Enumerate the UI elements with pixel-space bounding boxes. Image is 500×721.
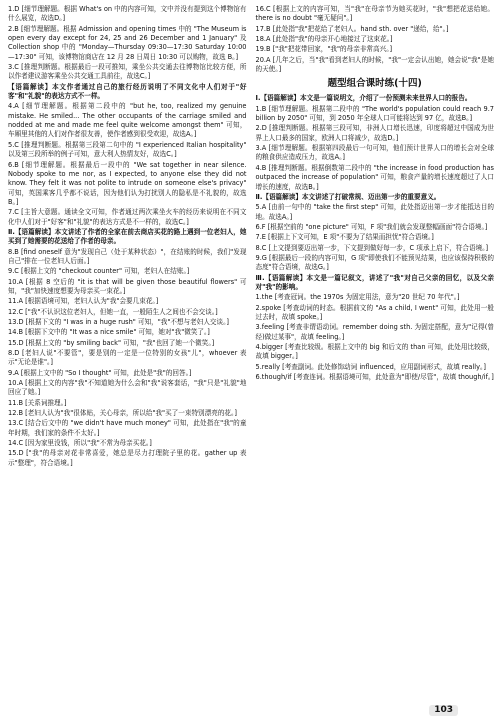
- left-paragraph: 10.A [根据 8 空后的 "it is that will be given those beautiful flowers" 可知，"我"加快速度想要为母亲买一束花。]: [8, 277, 247, 295]
- left-paragraph: 12.B [老妇人认为"我"很体贴，关心母亲，所以给"我"买了一束特别漂亮的花。]: [8, 409, 237, 418]
- left-paragraph: 5.C [推理判断题。根据第三段第二句中的 "I experienced Italian hospitality" 以及第三段所举的例子可知，意大利人热情友好，故选C。]: [8, 140, 247, 159]
- left-paragraph: 9.C [根据上文的 "checkout counter" 可知，老妇人在结账。]: [8, 267, 190, 276]
- right-section-heading: Ⅱ.【语篇解读】本文讲述了打破常规、迈出第一步的重要意义。: [255, 192, 441, 201]
- left-paragraph: 3.C [推理判断题。根据最后一段可推知，乘坐公共交通去往博物馆比较方便，所以作者建议游客乘坐公共交通工具前往，故选C。]: [8, 63, 247, 81]
- right-paragraph: 4.B [推理判断题。根据倒数第二段中的 "the increase in food production has outpaced the increase of population" 可知，粮食产量的增长速度超过了人口增长的速度，故选B。]: [255, 163, 494, 191]
- left-paragraph: 14.B [根据下文中的 "It was a nice smile" 可知，她对"我"微笑了。]: [8, 328, 210, 337]
- right-paragraph: 5.A [由前一句中的 "take the first step" 可知，此处指迈出第一步才能抵达目的地。故选A。]: [255, 203, 494, 221]
- left-paragraph: 1.D [细节理解题。根据 What's on 中的内容可知，文中并没有提到这个博物馆有什么展览，故选D。]: [8, 5, 247, 23]
- right-column: [256, 5, 495, 469]
- left-section-heading: 【语篇解读】本文作者通过自己的旅行经历说明了不同文化中人们对于"好客"和"礼貌"的表达方式不一样。: [8, 82, 247, 101]
- left-paragraph: 7.C [主旨大意题。通读全文可知，作者通过两次乘坐火车的经历来说明在不同文化中人们对于"好客"和"礼貌"的表达方式是不一样的，故选C。]: [8, 208, 247, 226]
- left-paragraph: 2.B [细节理解题。根据 Admission and opening times 中的 "The Museum is open every day except for 24, 25 and 26 December and 1 January" 及 Collection shop 中的 "Monday—Thursday 09:30—17:30 Saturday 10:00—17:30" 可知，该博物馆商店在 12 月 28 日周日 10:30 可以购物，故选 B。]: [8, 24, 247, 61]
- right-section-heading: Ⅰ.【语篇解读】本文是一篇说明文，介绍了一份预测未来世界人口的报告。: [255, 94, 472, 103]
- right-paragraph: 3.A [细节理解题。根据第四段最后一句可知，他们预计世界人口的增长会对全球的粮食供应造成压力，故选A。]: [255, 144, 494, 162]
- right-paragraph: 18.A [此处指"我"的母亲开心地接过了这束花。]: [255, 35, 393, 44]
- left-column: [8, 5, 247, 469]
- left-paragraph: 15.D ["我"的母亲对花非常喜爱，她总是尽力打理院子里的花。gather up 表示"整理"，符合语境。]: [8, 449, 247, 467]
- right-paragraph: 3.feeling [考查非谓语动词。remember doing sth. 为固定搭配，意为"记得(曾经)做过某事"，故填 feeling。]: [255, 323, 494, 341]
- left-paragraph: 10.A [根据上文的内容"我"不知道她为什么会和"我"说客套话，"我"只是"礼貌"地回应了她。]: [8, 379, 247, 397]
- left-paragraph: 13.D [根据下文的 "I was in a huge rush" 可知，"我"不想与老妇人交谈。]: [8, 318, 229, 326]
- left-paragraph: 13.C [结合后文中的 "we didn't have much money" 可知，此处指在"我"的童年时期，我们家的条件不太好。]: [8, 419, 247, 437]
- columns: [8, 5, 494, 469]
- left-section-heading: Ⅱ.【语篇解读】本文讲述了作者的全家在前去商店买花的路上遇到一位老妇人，她买到了她需要的花送给了作者的母亲。: [8, 227, 247, 246]
- left-paragraph: 8.D [老妇人说"不要管"，要是别的一定是一位特别的女孩"儿"，whoever 表示"无论是谁"。]: [8, 349, 247, 367]
- left-paragraph: 11.A [根据语境可知，老妇人认为"我"会要几束花。]: [8, 297, 159, 306]
- right-paragraph: 2.D [推理判断题。根据第三段可知，非洲人口增长迅速，印度将超过中国成为世界上人口最多的国家，欧洲人口将减少，故选D。]: [255, 124, 494, 142]
- left-paragraph: 8.B [find oneself 意为"发现自己（处于某种状态）"，在结账的时候，我们"发现自己"排在一位老妇人后面。]: [8, 247, 247, 265]
- left-paragraph: 9.A [根据上文中的 "So I thought" 可知，此处是"我"的回答。]: [8, 368, 192, 377]
- right-paragraph: 7.E [根据上下文可知，E 项"不要为了结果而担忧"符合语境。]: [255, 233, 434, 242]
- section-title: 题型组合课时练(十四): [327, 78, 422, 90]
- right-paragraph: 20.A [几年之后，当"我"看到老妇人的时候，"我"一定会认出她，她会说"我"是她的天使。]: [255, 55, 494, 74]
- right-paragraph: 2.spoke [考查动词的时态。根据前文的 "As a child, I went" 可知，此处用一般过去时，故填 spoke。]: [255, 303, 494, 321]
- right-paragraph: 19.B ["我"把花带回家，"我"的母亲非常高兴。]: [255, 45, 393, 54]
- page-number: 103: [429, 705, 458, 716]
- left-paragraph: 4.A [细节理解题。根据第二段中的 "but he, too, realized my genuine mistake. He smiled... The other occupants of the carriage smiled and nodded at me and made me feel quite welcome amongst them" 可知，车厢里其他的人们对作者很友善，使作者感到很受欢迎，故选A。]: [8, 102, 247, 139]
- right-paragraph: 6.though/if [考查连词。根据语境可知，此处意为"即使/尽管"，故填 though/if。]: [255, 373, 494, 382]
- right-paragraph: 8.C [上文提到要迈出第一步，下文提到做好每一步，C 项承上启下，符合语境。]: [255, 243, 489, 252]
- left-paragraph: 11.B [关系词推理。]: [8, 398, 67, 407]
- right-paragraph: 1.B [细节理解题。根据第二段中的 "The world's population could reach 9.7 billion by 2050" 可知，到 2050 年全球人口可能将达到 97 亿，故选B。]: [255, 104, 494, 123]
- right-paragraph: 5.really [考查副词。此处修饰动词 influenced，应用副词形式，故填 really。]: [255, 362, 486, 371]
- right-section-heading: Ⅲ.【语篇解读】本文是一篇记叙文，讲述了"我"对自己父亲的回忆，以及父亲对"我"的影响。: [255, 273, 494, 291]
- right-paragraph: 16.C [根据上文的内容可知，当"我"在母亲节为她买花时，"我"想把花送给她。there is no doubt "毫无疑问"。]: [255, 5, 494, 23]
- right-paragraph: 6.F [根据空前的 "one picture" 可知，F 项"我们就会发现整幅画面"符合语境。]: [255, 222, 488, 231]
- left-paragraph: 12.C ["我"不认识这位老妇人，但她一直，一般陌生人之间也不会交谈。]: [8, 307, 218, 316]
- right-paragraph: 17.B [此处指"我"把花给了老妇人。hand sth. over "递给，给"。]: [255, 24, 449, 33]
- left-paragraph: 15.D [根据上文的 "by smiling back" 可知，"我"也回了她一个微笑。]: [8, 338, 215, 347]
- right-paragraph: 1.the [考查冠词。the 1970s 为固定用法，意为"20 世纪 70 年代"。]: [255, 293, 460, 302]
- right-paragraph: 9.G [根据最后一段的内容可知，G 项"即使我们不能预见结果，也应该保持积极的态度"符合语境，故选G。]: [255, 253, 494, 272]
- left-paragraph: 14.C [因为家里没钱，所以"我"不常为母亲买花。]: [8, 439, 152, 448]
- right-paragraph: 4.bigger [考查比较级。根据上文中的 big 和后文的 than 可知，此处用比较级，故填 bigger。]: [255, 343, 494, 361]
- left-paragraph: 6.B [细节理解题。根据最后一段中的 "We sat together in near silence. Nobody spoke to me nor, as I expected, to anyone else they did not know. They felt it was not polite to intrude on someone else's privacy" 可知，英国乘客几乎都不说话，因为他们认为打扰别人的隐私是不礼貌的，故选B。]: [8, 160, 247, 206]
